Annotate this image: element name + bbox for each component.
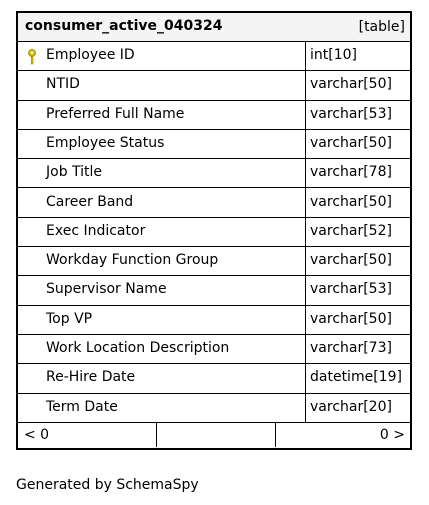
table-node[interactable] [16,11,412,450]
column-row[interactable] [18,42,410,71]
column-type: datetime[19] [310,369,402,386]
footer-separator [156,423,157,447]
column-name: Supervisor Name [46,281,167,298]
column-type: varchar[53] [310,281,392,298]
column-row[interactable] [18,218,410,247]
table-header [18,13,410,42]
column-row[interactable] [18,276,410,305]
column-name: Employee ID [46,47,135,63]
column-name: Workday Function Group [46,252,219,269]
column-name: Exec Indicator [46,222,146,239]
column-type: varchar[52] [310,222,392,239]
key-icon [27,49,37,65]
column-name: Job Title [46,164,103,181]
table-name: consumer_active_040324 [25,18,223,34]
column-row[interactable] [18,306,410,335]
column-row[interactable] [18,189,410,218]
column-type: varchar[20] [310,398,392,415]
column-row[interactable] [18,159,410,188]
column-type: varchar[78] [310,164,392,181]
column-type: int[10] [310,47,357,63]
column-type: varchar[50] [310,134,392,151]
column-name: Top VP [46,310,93,327]
column-divider [305,42,306,423]
column-name: Preferred Full Name [46,105,185,122]
column-type: varchar[50] [310,76,392,93]
column-type: varchar[73] [310,340,392,356]
column-name: Work Location Description [46,340,230,356]
footer-separator [275,423,276,447]
parents-count: < 0 [24,427,50,443]
table-type-label: [table] [358,19,405,35]
column-row[interactable] [18,364,410,393]
column-row[interactable] [18,101,410,130]
column-type: varchar[50] [310,193,392,210]
column-name: Employee Status [46,134,165,151]
column-name: Re-Hire Date [46,369,136,386]
column-type: varchar[50] [310,252,392,269]
column-name: NTID [46,76,80,93]
column-row[interactable] [18,130,410,159]
generated-by-text: Generated by SchemaSpy [16,477,199,493]
column-type: varchar[53] [310,105,392,122]
column-name: Career Band [46,193,134,210]
column-name: Term Date [46,398,118,415]
column-row[interactable] [18,247,410,276]
column-row[interactable] [18,394,410,423]
column-row[interactable] [18,335,410,364]
column-row[interactable] [18,71,410,100]
table-footer [18,423,410,448]
children-count: 0 > [379,427,405,443]
column-type: varchar[50] [310,310,392,327]
